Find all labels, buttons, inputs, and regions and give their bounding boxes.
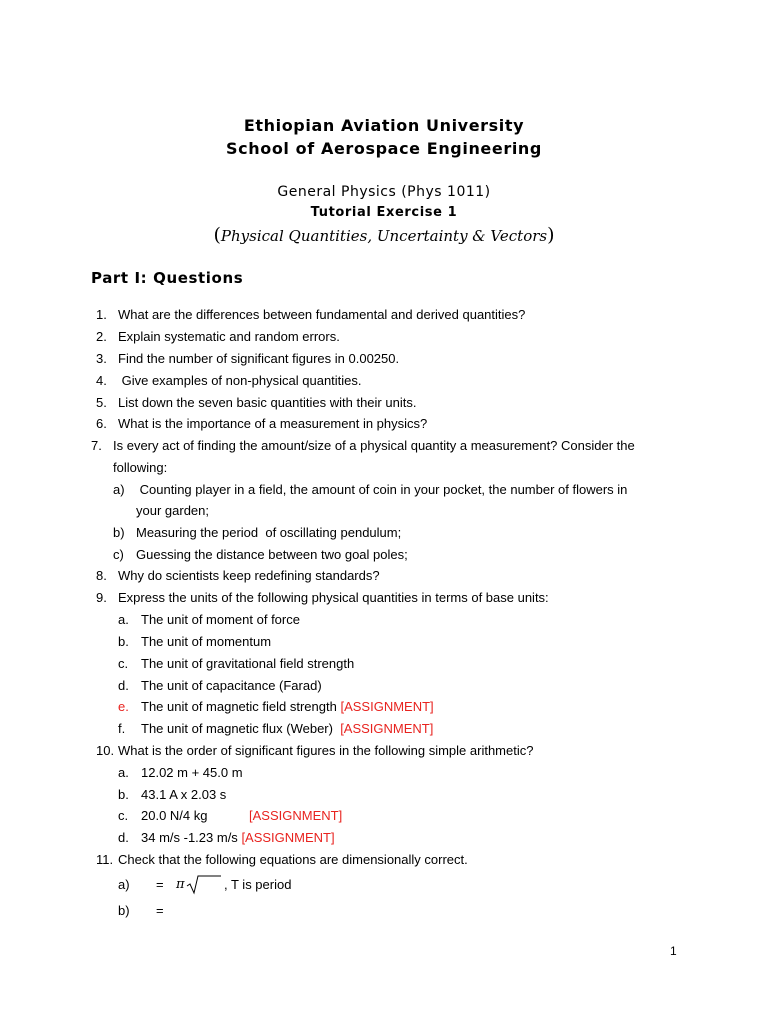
sub-label: a. [118,612,129,627]
sub-label: a) [113,482,125,497]
page-number: 1 [670,944,677,958]
sub-text-body: 34 m/s -1.23 m/s [141,830,238,845]
question-number: 6. [96,416,107,431]
question-text: Find the number of significant figures in 0.00250. [118,351,400,366]
equation-note: , T is period [224,877,292,892]
sub-text-body: The unit of magnetic field strength [141,699,337,714]
question-number: 4. [96,373,107,388]
sub-label: b) [113,525,125,540]
sqrt-symbol [186,875,222,899]
sub-text [141,721,433,737]
question-text: Why do scientists keep redefining standards? [118,568,380,583]
topic-text: Physical Quantities, Uncertainty & Vectors [220,227,548,245]
question-text: List down the seven basic quantities with their units. [118,395,417,410]
sub-text: Guessing the distance between two goal poles; [136,547,408,562]
university-title: Ethiopian Aviation University [243,116,525,135]
topic-open-paren: ( [213,224,221,246]
question-text: Give examples of non-physical quantities. [118,373,362,388]
sub-text: The unit of moment of force [141,612,300,627]
sqrt-icon [186,875,222,895]
sub-text: 20.0 N/4 kg [141,808,208,823]
question-number: 2. [96,329,107,344]
question-text: Check that the following equations are dimensionally correct. [118,852,468,867]
sub-text: 43.1 A x 2.03 s [141,787,227,802]
question-number: 8. [96,568,107,583]
question-number: 9. [96,590,107,605]
sub-text: The unit of gravitational field strength [141,656,355,671]
equals-sign: = [156,877,164,892]
question-text: Express the units of the following physical quantities in terms of base units: [118,590,549,605]
question-number: 1. [96,307,107,322]
equals-sign: = [156,903,164,918]
question-number: 7. [91,438,102,453]
part-title: Part I: Questions [91,269,244,287]
question-text: What is the importance of a measurement in physics? [118,416,428,431]
assignment-tag: [ASSIGNMENT] [340,699,434,714]
sub-text [141,699,434,715]
sub-text: 12.02 m + 45.0 m [141,765,243,780]
sub-text [141,830,335,846]
sub-label: c. [118,656,129,671]
question-text: What are the differences between fundamental and derived quantities? [118,307,526,322]
assignment-tag: [ASSIGNMENT] [340,721,434,736]
sub-text: Counting player in a field, the amount of coin in your pocket, the number of flowers in [136,482,628,497]
school-title: School of Aerospace Engineering [226,139,542,158]
sub-text-body: The unit of magnetic flux (Weber) [141,721,333,736]
sub-label: e. [118,699,129,714]
question-7a-line2: your garden; [136,503,209,518]
sub-text: Measuring the period of oscillating pendulum; [136,525,402,540]
question-text: What is the order of significant figures in the following simple arithmetic? [118,743,534,758]
question-number: 3. [96,351,107,366]
sub-label: b. [118,787,129,802]
topic-close-paren: ) [547,224,555,246]
question-text: Is every act of finding the amount/size of a physical quantity a measurement? Consider the [113,438,635,453]
question-number: 10. [96,743,115,758]
exercise-title: Tutorial Exercise 1 [310,205,458,220]
sub-label: a. [118,765,129,780]
pi-symbol: π [176,877,185,892]
assignment-tag: [ASSIGNMENT] [241,830,335,845]
question-7-line2: following: [113,460,168,475]
sub-label: f. [118,721,126,736]
sub-label: b. [118,634,129,649]
sub-label: a) [118,877,130,892]
sub-label: b) [118,903,130,918]
question-number: 11. [96,852,114,867]
assignment-tag: [ASSIGNMENT] [249,808,343,823]
topic-title [0,224,768,246]
sub-label: d. [118,830,129,845]
sub-text: The unit of momentum [141,634,272,649]
question-text: Explain systematic and random errors. [118,329,340,344]
course-title: General Physics (Phys 1011) [277,184,491,200]
question-number: 5. [96,395,107,410]
sub-label: d. [118,678,129,693]
sub-label: c) [113,547,124,562]
sub-text: The unit of capacitance (Farad) [141,678,322,693]
sub-label: c. [118,808,129,823]
